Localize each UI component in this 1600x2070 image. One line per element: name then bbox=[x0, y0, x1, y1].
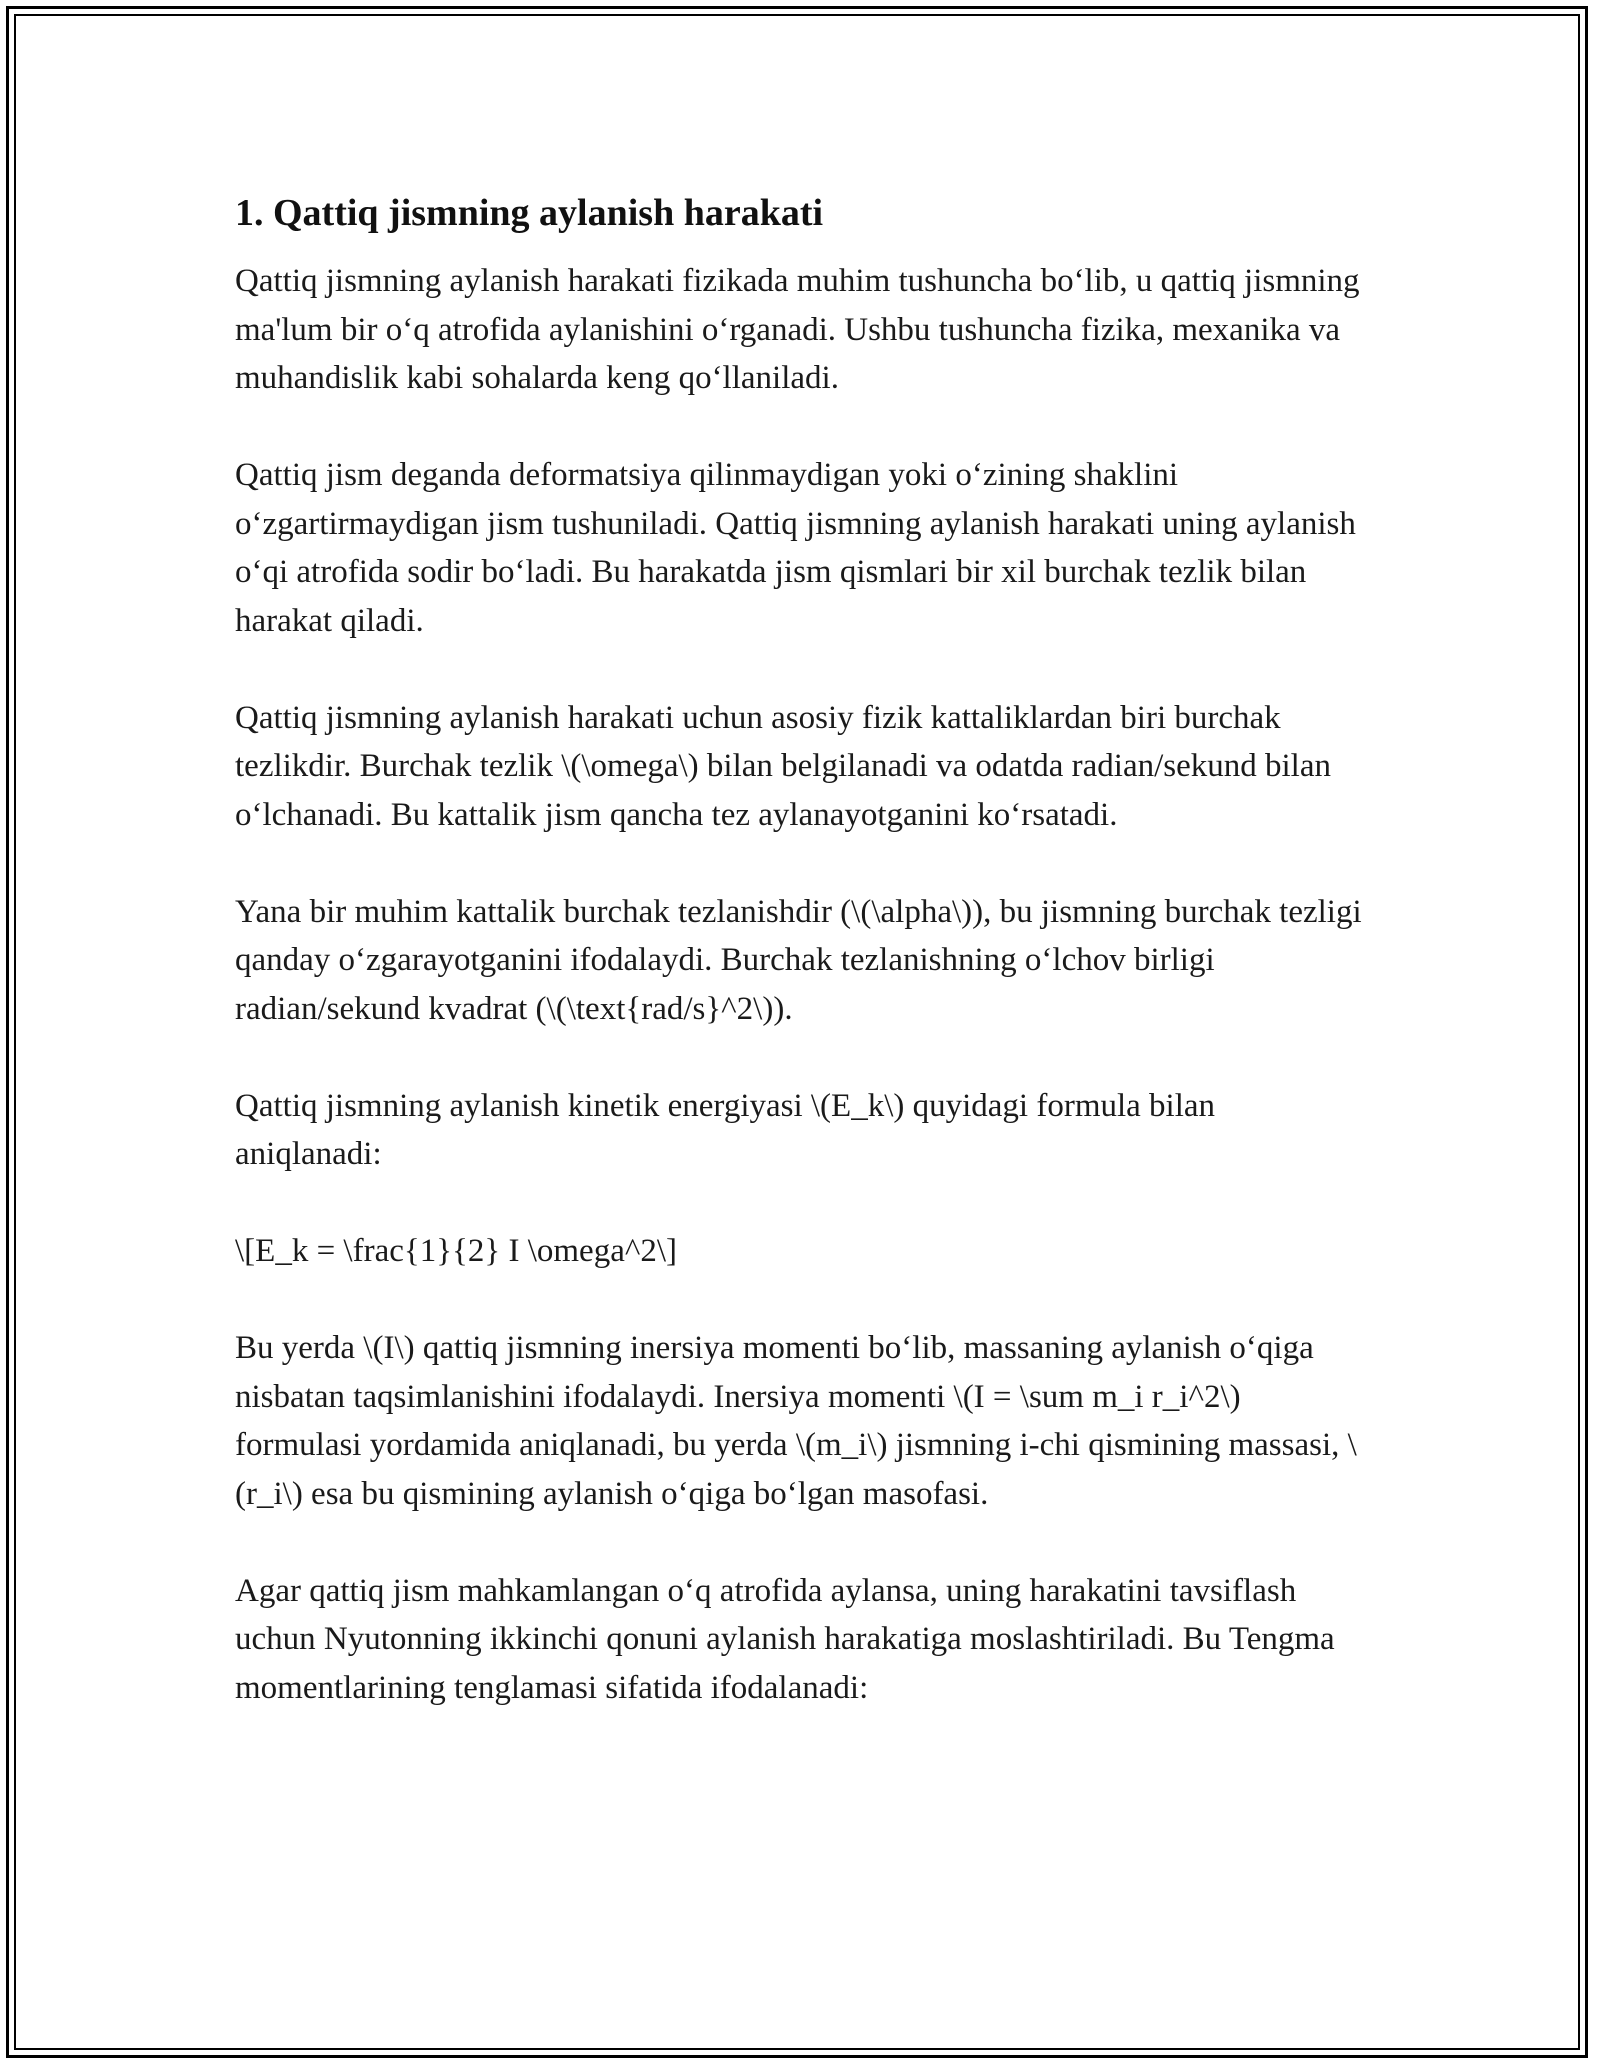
paragraph-angular-acceleration: Yana bir muhim kattalik burchak tezlanishdir (\(\alpha\)), bu jismning burchak tezligi qanday o‘zgarayotganini ifodalaydi. Burchak tezlanishning o‘lchov birligi radian/sekund kvadrat (\(\text{rad/s}^2\)). bbox=[235, 893, 1362, 1027]
paragraph-angular-velocity: Qattiq jismning aylanish harakati uchun asosiy fizik kattaliklardan biri burchak tezlikdir. Burchak tezlik \(\omega\) bilan belgilanadi va odatda radian/sekund bilan o‘lchanadi. Bu kattalik jism qancha tez aylanayotganini ko‘rsatadi. bbox=[235, 699, 1331, 833]
document-body bbox=[235, 185, 1365, 1761]
paragraph-moment-of-inertia: Bu yerda \(I\) qattiq jismning inersiya momenti bo‘lib, massaning aylanish o‘qiga nisbatan taqsimlanishini ifodalaydi. Inersiya momenti \(I = \sum m_i r_i^2\) formulasi yordamida aniqlanadi, bu yerda \(m_i\) jismning i-chi qismining massasi, \(r_i\) esa bu qismining aylanish o‘qiga bo‘lgan masofasi. bbox=[235, 1330, 1357, 1512]
paragraph-kinetic-energy: Qattiq jismning aylanish kinetik energiyasi \(E_k\) quyidagi formula bilan aniqlanadi: bbox=[235, 1087, 1216, 1172]
paragraph-intro: Qattiq jismning aylanish harakati fizikada muhim tushuncha bo‘lib, u qattiq jismning ma'lum bir o‘q atrofida aylanishini o‘rganadi. Ushbu tushuncha fizika, mexanika va muhandislik kabi sohalarda keng qo‘llaniladi. bbox=[235, 263, 1360, 396]
paragraph-rigid-body: Qattiq jism deganda deformatsiya qilinmaydigan yoki o‘zining shaklini o‘zgartirmaydigan jism tushuniladi. Qattiq jismning aylanish harakati uning aylanish o‘qi atrofida sodir bo‘ladi. Bu harakatda jism qismlari bir xil burchak tezlik bilan harakat qiladi. bbox=[235, 457, 1356, 639]
kinetic-energy-formula: \[E_k = \frac{1}{2} I \omega^2\] bbox=[235, 1233, 677, 1269]
section-heading: 1. Qattiq jismning aylanish harakati bbox=[235, 192, 824, 234]
paragraph-newton-second-law: Agar qattiq jism mahkamlangan o‘q atrofida aylansa, uning harakatini tavsiflash uchun Nyutonning ikkinchi qonuni aylanish harakatiga moslashtiriladi. Bu Tengma momentlarining tenglamasi sifatida ifodalanadi: bbox=[235, 1572, 1335, 1706]
